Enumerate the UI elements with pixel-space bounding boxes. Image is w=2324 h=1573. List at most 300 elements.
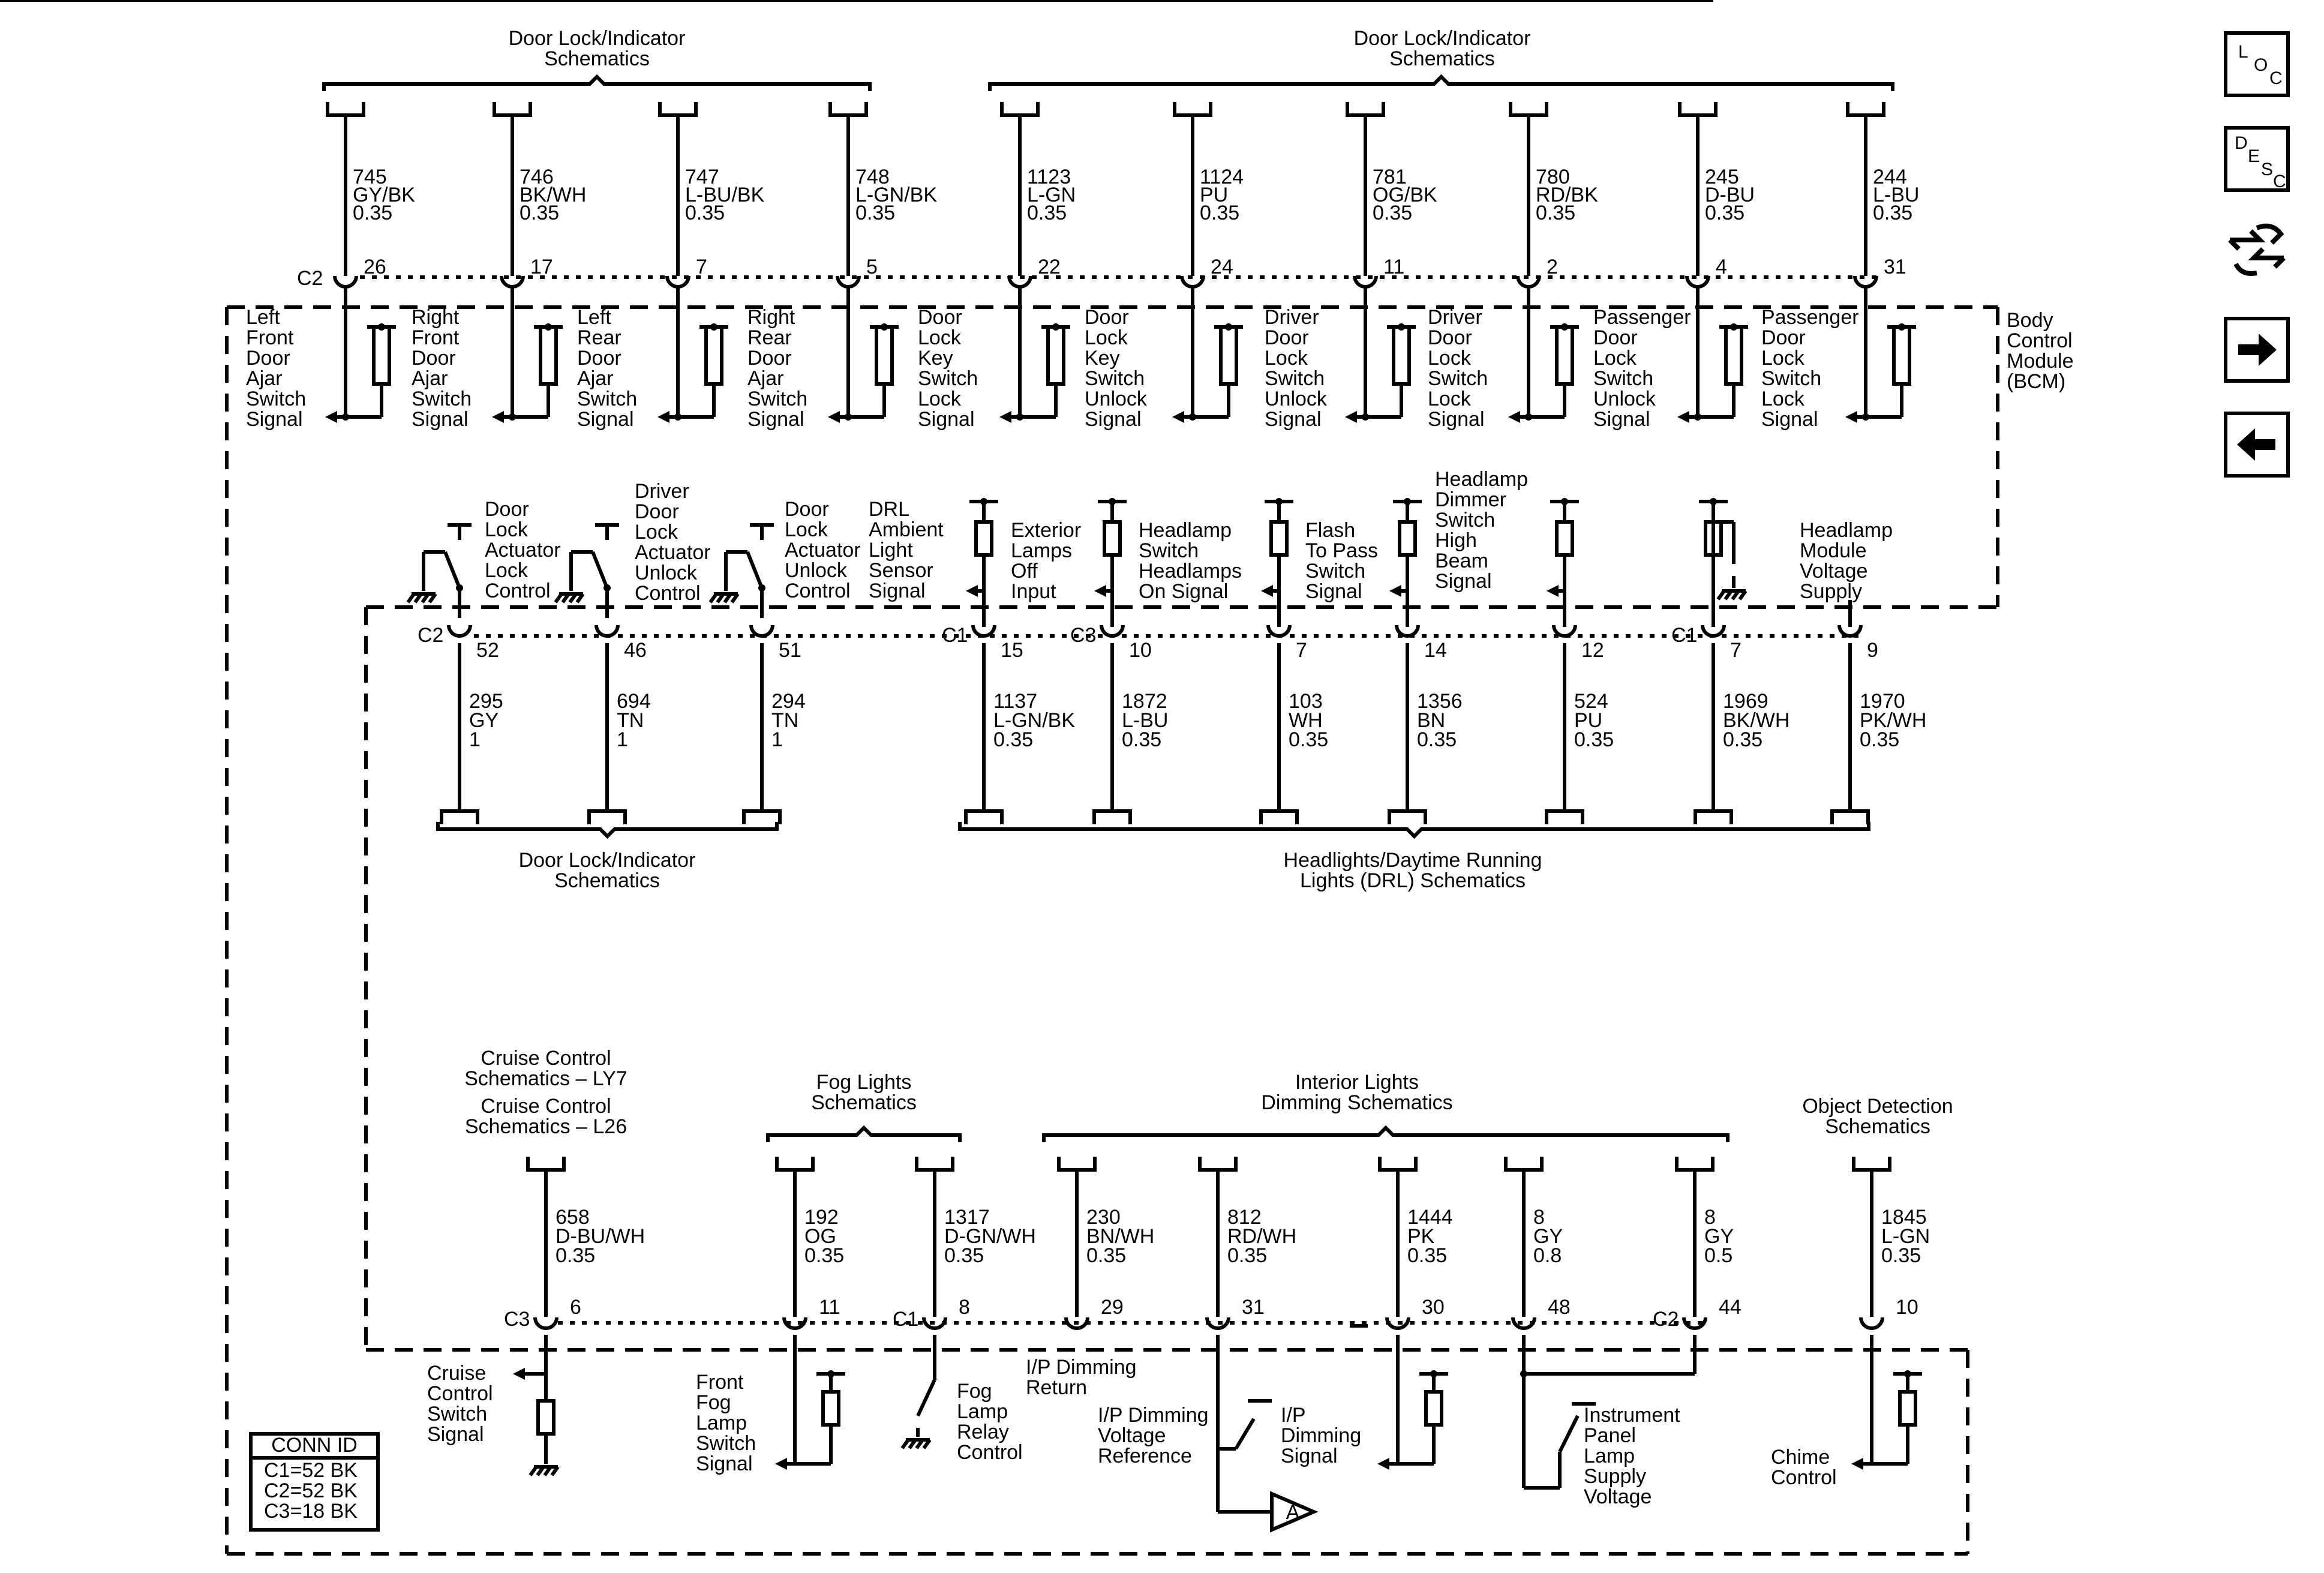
wire-color: L-GN/BK: [993, 709, 1076, 732]
wire-gauge: 0.35: [1289, 728, 1329, 751]
resistor: [1271, 522, 1287, 555]
arrow: [1677, 411, 1689, 423]
signal-label: Door: [485, 498, 529, 521]
connector-pin: [596, 625, 618, 636]
pin-number: 22: [1038, 256, 1061, 278]
connector-name: C2: [297, 267, 323, 290]
junction: [1189, 413, 1196, 421]
signal-label: I/P Dimming: [1026, 1356, 1137, 1379]
pin-number: 10: [1129, 639, 1152, 662]
signal-label: Key: [918, 347, 953, 370]
resistor: [1426, 1392, 1442, 1425]
previous-button[interactable]: [2224, 412, 2290, 478]
pin-number: 7: [1730, 639, 1742, 662]
arrow: [1845, 411, 1857, 423]
group-title: Headlights/Daytime Running: [1283, 849, 1542, 872]
junction: [758, 584, 765, 592]
signal-label: Headlamp: [1139, 519, 1232, 542]
arrow: [999, 411, 1011, 423]
connector-tool-icon[interactable]: [2224, 216, 2290, 282]
harness-connector: [1832, 811, 1868, 824]
signal-label: Door: [577, 347, 621, 370]
signal-label: Exterior: [1011, 519, 1082, 542]
wire-color: L-GN: [1027, 184, 1076, 206]
signal-label: Supply: [1584, 1465, 1646, 1488]
signal-label: Signal: [918, 408, 975, 431]
circuit-number: 103: [1289, 690, 1323, 713]
group-title: Schematics: [811, 1091, 917, 1114]
signal-label: Signal: [1281, 1445, 1338, 1467]
wire-color: L-BU: [1122, 709, 1169, 732]
pin-number: 10: [1896, 1296, 1918, 1319]
pin-number: 31: [1884, 256, 1906, 278]
wire-color: BK/WH: [520, 184, 587, 206]
arrow: [1851, 1458, 1863, 1470]
wire-color: D-GN/WH: [944, 1225, 1036, 1248]
harness-connector: [1347, 102, 1383, 115]
harness-connector: [1389, 811, 1425, 824]
signal-label: Voltage: [1584, 1485, 1652, 1508]
pin-number: 44: [1719, 1296, 1742, 1319]
right-arrow-icon: [2227, 320, 2286, 379]
harness-connector: [1002, 102, 1038, 115]
door-lock-bracket-mid: [438, 822, 777, 836]
signal-label: Return: [1026, 1376, 1088, 1399]
arrow: [1508, 411, 1520, 423]
signal-label: Switch: [1265, 367, 1325, 390]
resistor: [1394, 327, 1409, 384]
wire-color: D-BU: [1705, 184, 1755, 206]
arrow: [1261, 585, 1273, 597]
signal-label: Control: [785, 580, 851, 602]
signal-label: Right: [747, 306, 795, 329]
signal-label: Headlamps: [1139, 560, 1242, 583]
signal-label: Signal: [1593, 408, 1650, 431]
signal-label: Lock: [1593, 347, 1637, 370]
pin-number: 31: [1242, 1296, 1265, 1319]
circuit-number: 1137: [993, 690, 1038, 713]
switch: [1560, 1416, 1578, 1452]
wire-color: D-BU/WH: [556, 1225, 645, 1248]
wire-gauge: 0.35: [1417, 728, 1457, 751]
bcm-label: Body: [2007, 309, 2053, 332]
wire-gauge: 0.35: [1574, 728, 1614, 751]
circuit-number: 8: [1533, 1206, 1545, 1229]
circuit-number: 745: [353, 166, 387, 188]
signal-label: Lock: [918, 388, 961, 410]
wire-gauge: 0.35: [1536, 202, 1576, 224]
resistor: [538, 1401, 554, 1434]
circuit-number: 244: [1873, 166, 1907, 188]
connector-name: C1: [1671, 624, 1698, 647]
arrow: [775, 1458, 787, 1470]
connector-pin: [1861, 1317, 1882, 1328]
signal-label: Light: [869, 539, 913, 562]
location-button[interactable]: [2224, 31, 2290, 97]
signal-label: Signal: [1265, 408, 1322, 431]
wire-color: GY: [1704, 1225, 1734, 1248]
wire-gauge: 0.35: [1881, 1244, 1921, 1267]
signal-label: Signal: [1428, 408, 1485, 431]
junction: [1525, 413, 1532, 421]
signal-label: Passenger: [1761, 306, 1859, 329]
harness-connector: [1059, 1157, 1095, 1170]
resistor: [1557, 327, 1572, 384]
connector-name: C1: [893, 1308, 919, 1331]
signal-label: Lock: [1085, 326, 1128, 349]
signal-label: Flash: [1305, 519, 1356, 542]
signal-label: Lock: [1265, 347, 1308, 370]
signal-label: Switch: [412, 388, 472, 410]
resistor: [374, 327, 389, 384]
ground: [408, 594, 414, 602]
harness-connector: [1506, 1157, 1542, 1170]
wire-color: L-BU: [1873, 184, 1920, 206]
signal-label: Lock: [1761, 388, 1804, 410]
signal-label: Signal: [1435, 570, 1492, 593]
conn-id-title: CONN ID: [271, 1434, 358, 1457]
signal-label: I/P: [1281, 1404, 1306, 1427]
wire-gauge: 1: [617, 728, 628, 751]
signal-label: Unlock: [1085, 388, 1147, 410]
pin-number: 8: [959, 1296, 970, 1319]
signal-label: Signal: [747, 408, 804, 431]
signal-label: Door: [785, 498, 829, 521]
wire-gauge: 0.35: [1200, 202, 1240, 224]
wire-color: PU: [1200, 184, 1229, 206]
signal-label: Signal: [696, 1452, 753, 1475]
connector-pin: [784, 1317, 806, 1328]
resistor: [876, 327, 892, 384]
signal-label: To Pass: [1305, 539, 1378, 562]
signal-label: Actuator: [635, 541, 711, 564]
pin-number: 7: [696, 256, 707, 278]
circuit-number: 1969: [1723, 690, 1768, 713]
resistor: [1400, 522, 1415, 555]
harness-connector: [1854, 1157, 1890, 1170]
signal-label: Signal: [869, 580, 926, 602]
signal-label: Switch: [1305, 560, 1366, 583]
signal-label: Dimming: [1281, 1424, 1362, 1447]
circuit-number: 746: [520, 166, 554, 188]
harness-connector: [1094, 811, 1130, 824]
loc-letter-o: O: [2254, 55, 2268, 75]
pin-number: 14: [1424, 639, 1447, 662]
pin-number: 2: [1547, 256, 1558, 278]
fog-bracket: [768, 1128, 960, 1142]
junction: [509, 413, 516, 421]
signal-label: Reference: [1098, 1445, 1192, 1467]
resistor: [1557, 522, 1572, 555]
connector-name: C2: [418, 624, 444, 647]
wire-color: L-GN/BK: [855, 184, 938, 206]
signal-label: Chime: [1771, 1446, 1830, 1469]
group-title: Cruise Control: [481, 1095, 611, 1118]
harness-connector: [1380, 1157, 1416, 1170]
group-title: Schematics – LY7: [464, 1067, 627, 1090]
signal-label: Off: [1011, 560, 1038, 583]
resistor: [1048, 327, 1064, 384]
signal-label: DRL: [869, 498, 910, 521]
signal-label: Lock: [1428, 388, 1471, 410]
wire-color: OG/BK: [1373, 184, 1437, 206]
junction: [1862, 413, 1869, 421]
door-lock-bracket-left: [324, 77, 870, 91]
circuit-number: 8: [1704, 1206, 1716, 1229]
wire-gauge: 0.35: [804, 1244, 845, 1267]
harness-connector: [1511, 102, 1547, 115]
wire-gauge: 0.35: [1122, 728, 1162, 751]
junction: [1694, 413, 1701, 421]
junction: [1362, 413, 1369, 421]
circuit-number: 781: [1373, 166, 1407, 188]
signal-label: Door: [246, 347, 290, 370]
pin-number: 30: [1422, 1296, 1445, 1319]
arrow: [828, 411, 840, 423]
resistor: [1900, 1392, 1915, 1425]
signal-label: Ajar: [246, 367, 283, 390]
signal-label: On Signal: [1139, 580, 1229, 603]
signal-label: Fog: [957, 1380, 992, 1403]
junction: [603, 584, 611, 592]
resistor: [1221, 327, 1236, 384]
group-title: Cruise Control: [481, 1047, 611, 1070]
signal-label: Driver: [1265, 306, 1319, 329]
group-title: Schematics: [1825, 1115, 1930, 1138]
desc-letter-d: D: [2235, 133, 2248, 153]
conn-id-line: C3=18 BK: [264, 1500, 358, 1523]
conn-id-line: C1=52 BK: [264, 1459, 358, 1482]
signal-label: Switch: [1428, 367, 1488, 390]
harness-connector: [442, 811, 478, 824]
wire-color: GY: [469, 709, 499, 732]
switch: [747, 552, 762, 588]
signal-label: Control: [635, 582, 701, 605]
wire-gauge: 0.35: [1860, 728, 1900, 751]
harness-connector: [966, 811, 1002, 824]
signal-label: Control: [1771, 1466, 1837, 1489]
signal-label: Door: [747, 347, 792, 370]
signal-label: Passenger: [1593, 306, 1691, 329]
pin-number: 24: [1211, 256, 1233, 278]
harness-connector: [1175, 102, 1211, 115]
resistor: [823, 1392, 839, 1425]
wire-color: PK/WH: [1860, 709, 1927, 732]
next-button[interactable]: [2224, 317, 2290, 383]
circuit-number: 1970: [1860, 690, 1905, 713]
signal-label: Headlamp: [1435, 468, 1528, 491]
signal-label: Lock: [918, 326, 961, 349]
harness-connector: [494, 102, 530, 115]
signal-label: Lamp: [957, 1400, 1008, 1423]
harness-connector: [1200, 1157, 1236, 1170]
arrow: [966, 585, 978, 597]
group-title: Schematics: [554, 869, 660, 892]
signal-label: Lock: [1428, 347, 1471, 370]
arrow: [1172, 411, 1184, 423]
wire-color: BN/WH: [1086, 1225, 1155, 1248]
signal-label: Lamps: [1011, 539, 1073, 562]
signal-label: Voltage: [1098, 1424, 1166, 1447]
resistor: [1104, 522, 1120, 555]
circuit-number: 295: [469, 690, 503, 713]
signal-label: Panel: [1584, 1424, 1636, 1447]
wire-color: OG: [804, 1225, 836, 1248]
arrow: [1389, 585, 1401, 597]
wire-gauge: 0.35: [1723, 728, 1763, 751]
pin-number: 15: [1001, 639, 1023, 662]
group-title: Schematics: [544, 47, 650, 70]
signal-label: Lock: [485, 559, 528, 582]
signal-label: Voltage: [1800, 560, 1868, 583]
connector-pin: [335, 276, 356, 287]
circuit-number: 658: [556, 1206, 590, 1229]
signal-label: Door: [1761, 326, 1806, 349]
circuit-number: 230: [1086, 1206, 1121, 1229]
harness-connector: [917, 1157, 953, 1170]
harness-connector: [830, 102, 866, 115]
group-title: Dimming Schematics: [1261, 1091, 1453, 1114]
signal-label: Input: [1011, 580, 1056, 603]
signal-label: Rear: [577, 326, 621, 349]
pin-number: 4: [1716, 256, 1727, 278]
arrow: [325, 411, 337, 423]
door-lock-bracket-right: [990, 77, 1893, 91]
signal-label: Unlock: [635, 562, 697, 584]
description-button[interactable]: [2224, 126, 2290, 192]
harness-connector: [1261, 811, 1297, 824]
junction: [1016, 413, 1023, 421]
signal-label: Key: [1085, 347, 1120, 370]
circuit-number: 1845: [1881, 1206, 1927, 1229]
wire-gauge: 0.5: [1704, 1244, 1733, 1267]
circuit-number: 747: [685, 166, 719, 188]
group-title: Door Lock/Indicator: [518, 849, 696, 872]
signal-label: Headlamp: [1800, 519, 1893, 542]
circuit-number: 1444: [1407, 1206, 1453, 1229]
signal-label: Unlock: [785, 559, 847, 582]
resistor: [541, 327, 556, 384]
wire-gauge: 0.35: [353, 202, 393, 224]
signal-label: Lock: [1761, 347, 1804, 370]
signal-label: Supply: [1800, 580, 1862, 603]
wire-gauge: 0.35: [556, 1244, 596, 1267]
connector-name: C3: [1070, 624, 1097, 647]
signal-label: Switch: [246, 388, 307, 410]
ground: [556, 594, 562, 602]
signal-label: Dimmer: [1435, 488, 1506, 511]
arrow: [492, 411, 504, 423]
loc-letter-c: C: [2269, 68, 2283, 88]
resistor: [706, 327, 722, 384]
group-title: Door Lock/Indicator: [508, 27, 686, 50]
wire-gauge: 0.35: [520, 202, 560, 224]
wire-gauge: 1: [469, 728, 481, 751]
signal-label: Actuator: [485, 539, 561, 562]
signal-label: Driver: [635, 480, 689, 503]
signal-label: Instrument: [1584, 1404, 1680, 1427]
signal-label: Lock: [785, 518, 828, 541]
bcm-label: (BCM): [2007, 370, 2066, 393]
signal-label: Door: [1593, 326, 1638, 349]
signal-label: Ajar: [747, 367, 784, 390]
wire-color: PK: [1407, 1225, 1435, 1248]
signal-label: Lamp: [1584, 1445, 1635, 1467]
pin-number: 52: [476, 639, 499, 662]
pin-number: 17: [530, 256, 553, 278]
signal-label: Front: [696, 1371, 744, 1394]
signal-label: Right: [412, 306, 460, 329]
pin-number: 11: [819, 1296, 840, 1319]
junction: [342, 413, 349, 421]
signal-label: Switch: [577, 388, 638, 410]
signal-label: Lamp: [696, 1412, 747, 1434]
switch: [918, 1380, 935, 1416]
connector-name: C2: [1653, 1308, 1679, 1331]
signal-label: Rear: [747, 326, 792, 349]
signal-label: Door: [412, 347, 456, 370]
switch: [445, 552, 460, 588]
signal-label: Lock: [485, 518, 528, 541]
signal-label: Switch: [747, 388, 808, 410]
wire-gauge: 0.35: [944, 1244, 984, 1267]
circuit-number: 812: [1227, 1206, 1262, 1229]
wire-gauge: 0.35: [993, 728, 1034, 751]
arrow: [513, 1368, 525, 1380]
resistor: [1894, 327, 1909, 384]
group-title: Lights (DRL) Schematics: [1299, 869, 1526, 892]
harness-connector: [1547, 811, 1583, 824]
signal-label: Left: [246, 306, 280, 329]
wire-gauge: 0.35: [1027, 202, 1067, 224]
signal-label: Front: [412, 326, 460, 349]
circuit-number: 748: [855, 166, 890, 188]
wire-gauge: 0.35: [855, 202, 896, 224]
pin-number: 12: [1581, 639, 1604, 662]
junction: [456, 584, 463, 592]
signal-label: Door: [1085, 306, 1129, 329]
signal-label: I/P Dimming: [1098, 1404, 1209, 1427]
wire-color: RD/BK: [1536, 184, 1598, 206]
signal-label: Signal: [246, 408, 303, 431]
signal-label: Left: [577, 306, 611, 329]
signal-label: Control: [485, 580, 551, 602]
signal-label: Switch: [918, 367, 978, 390]
switch: [1236, 1419, 1254, 1449]
harness-connector: [1680, 102, 1716, 115]
signal-label: Cruise: [427, 1362, 487, 1385]
signal-label: Switch: [696, 1432, 756, 1455]
group-title: Fog Lights: [816, 1071, 912, 1094]
desc-letter-e: E: [2248, 146, 2260, 166]
pin-number: 5: [866, 256, 878, 278]
pin-number: 26: [364, 256, 386, 278]
signal-label: Signal: [577, 408, 634, 431]
wire-gauge: 0.35: [1086, 1244, 1127, 1267]
harness-connector: [328, 102, 364, 115]
arrow: [1094, 585, 1106, 597]
pin-number: 6: [570, 1296, 581, 1319]
arrow: [1547, 585, 1559, 597]
bcm-label: Control: [2007, 329, 2073, 352]
group-title: Object Detection: [1802, 1095, 1953, 1118]
wire-gauge: 0.35: [1705, 202, 1745, 224]
junction: [674, 413, 681, 421]
signal-label: Control: [427, 1382, 493, 1405]
wire-color: L-BU/BK: [685, 184, 765, 206]
wire-color: L-GN: [1881, 1225, 1930, 1248]
arrow: [657, 411, 669, 423]
